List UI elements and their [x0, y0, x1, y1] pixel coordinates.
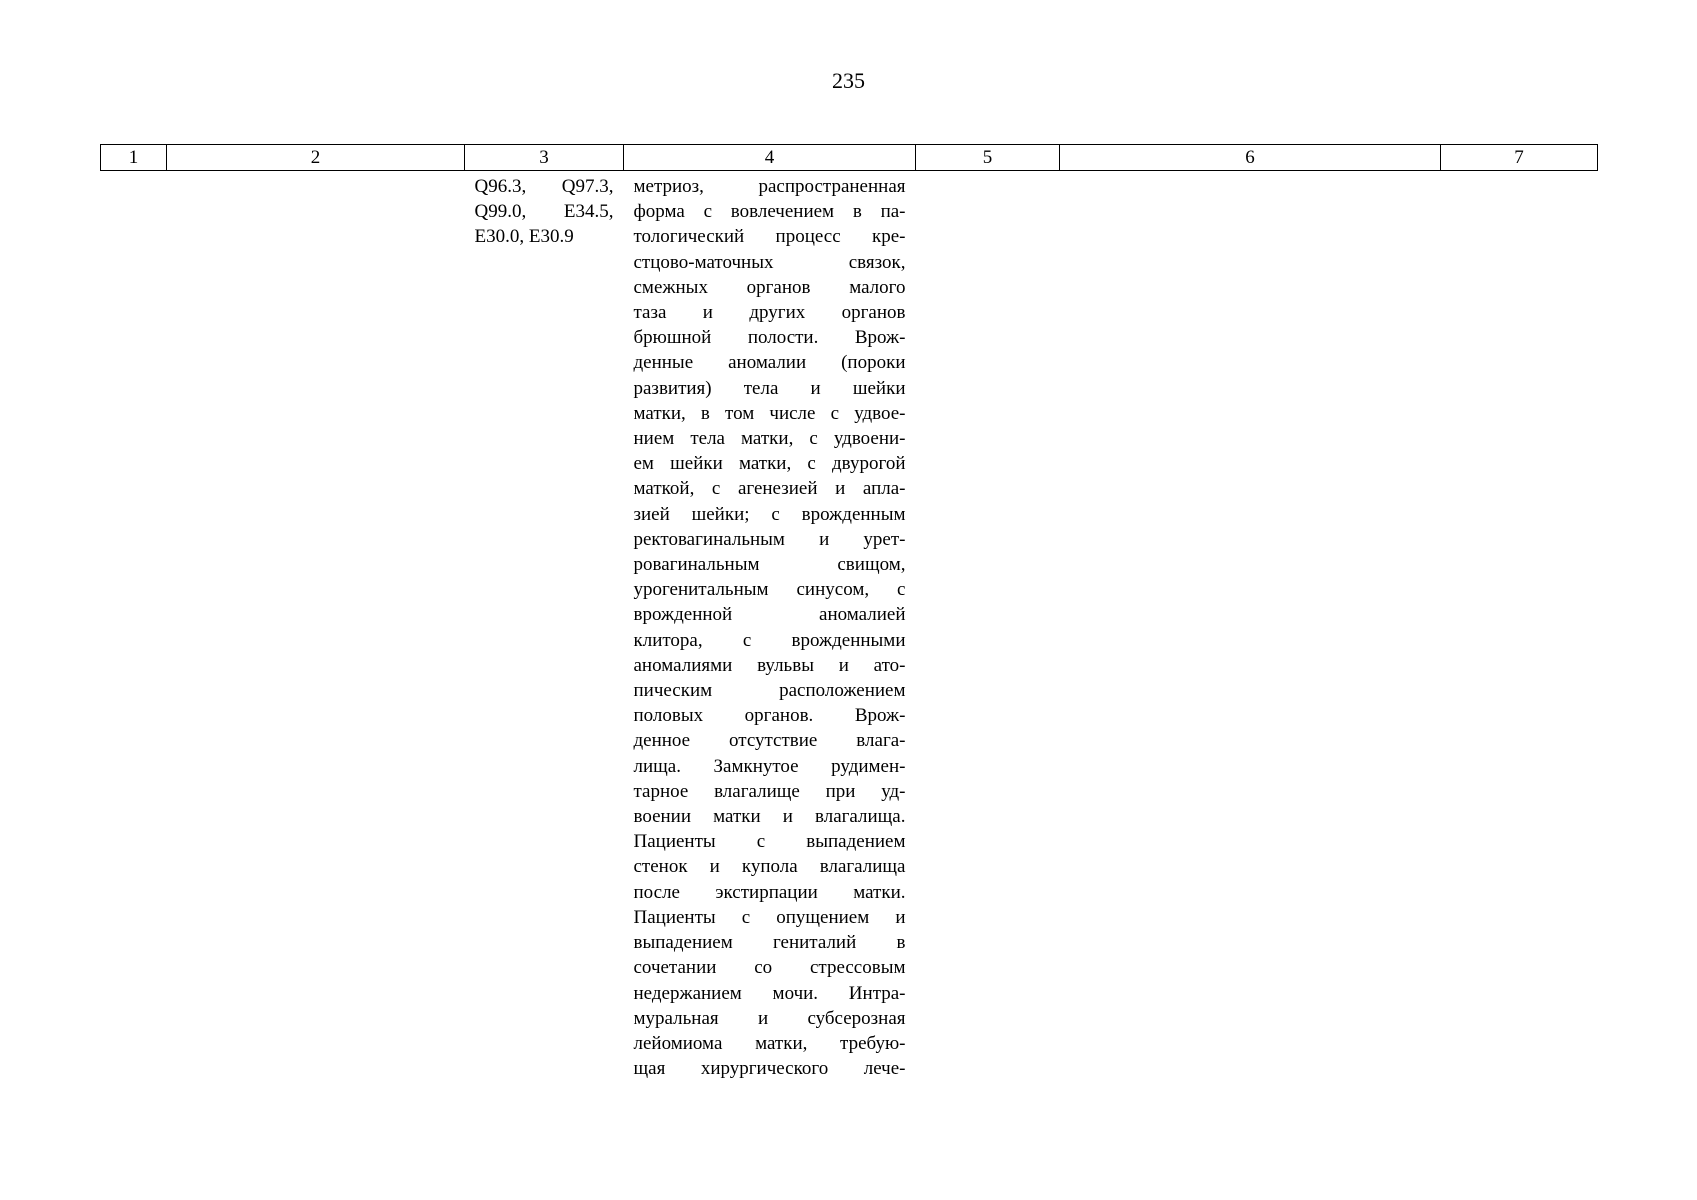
cell-col5 [916, 171, 1060, 1082]
description-line: аномалиями вульвы и ато- [633, 654, 906, 676]
description-line: зией шейки; с врожденным [633, 503, 906, 525]
description-line: смежных органов малого [633, 276, 906, 298]
description-line: Пациенты с выпадением [633, 831, 906, 853]
description-line: клитора, с врожденными [633, 629, 906, 651]
cell-col6 [1060, 171, 1441, 1082]
cell-col1 [101, 171, 167, 1082]
description-line: матки, в том числе с удвое- [633, 402, 906, 424]
description-line: воении матки и влагалища. [633, 806, 906, 828]
description-line: сочетании со стрессовым [633, 957, 906, 979]
description-line: метриоз, распространенная [633, 176, 906, 197]
description-line: форма с вовлечением в па- [633, 201, 906, 223]
description-line: муральная и субсерозная [633, 1007, 906, 1029]
description-line: урогенитальным синусом, с [633, 579, 906, 601]
description-line: маткой, с агенезией и апла- [633, 478, 906, 500]
column-header-6: 6 [1060, 145, 1441, 171]
column-header-1: 1 [101, 145, 167, 171]
description-line: стенок и купола влагалища [633, 856, 906, 878]
header-row [101, 145, 1598, 171]
column-header-2: 2 [167, 145, 465, 171]
description-line: щая хирургического лече- [633, 1058, 906, 1080]
description-line: денные аномалии (пороки [633, 352, 906, 374]
cell-description [624, 171, 916, 1082]
description-line: после экстирпации матки. [633, 881, 906, 903]
description-line: развития) тела и шейки [633, 377, 906, 399]
codes-line: E30.0, E30.9 [474, 226, 574, 248]
cell-col7 [1441, 171, 1598, 1082]
page-number: 235 [832, 68, 865, 93]
column-header-7: 7 [1441, 145, 1598, 171]
description-line: нием тела матки, с удвоени- [633, 428, 906, 450]
description-line: половых органов. Врож- [633, 705, 906, 727]
description-line: ровагинальным свищом, [633, 554, 906, 576]
description-line: денное отсутствие влага- [633, 730, 906, 752]
column-header-3: 3 [465, 145, 624, 171]
description-line: брюшной полости. Врож- [633, 327, 906, 349]
description-line: пическим расположением [633, 680, 906, 702]
description-line: ректовагинальным и урет- [633, 528, 906, 550]
description-line: лища. Замкнутое рудимен- [633, 755, 906, 777]
cell-diagnosis-codes [465, 171, 624, 1082]
data-table [100, 144, 1598, 1081]
description-line: Пациенты с опущением и [633, 906, 906, 928]
description-line: ем шейки матки, с двурогой [633, 453, 906, 475]
table-row [101, 171, 1598, 1082]
codes-line: Q99.0, E34.5, [474, 201, 614, 223]
column-header-5: 5 [916, 145, 1060, 171]
description-line: стцово-маточных связок, [633, 251, 906, 273]
column-header-4: 4 [624, 145, 916, 171]
cell-col2 [167, 171, 465, 1082]
description-line: выпадением гениталий в [633, 932, 906, 954]
description-line: тологический процесс кре- [633, 226, 906, 248]
codes-line: Q96.3, Q97.3, [474, 176, 614, 197]
description-line: недержанием мочи. Интра- [633, 982, 906, 1004]
description-line: таза и других органов [633, 302, 906, 324]
description-line: лейомиома матки, требую- [633, 1032, 906, 1054]
description-line: врожденной аномалией [633, 604, 906, 626]
description-line: тарное влагалище при уд- [633, 780, 906, 802]
